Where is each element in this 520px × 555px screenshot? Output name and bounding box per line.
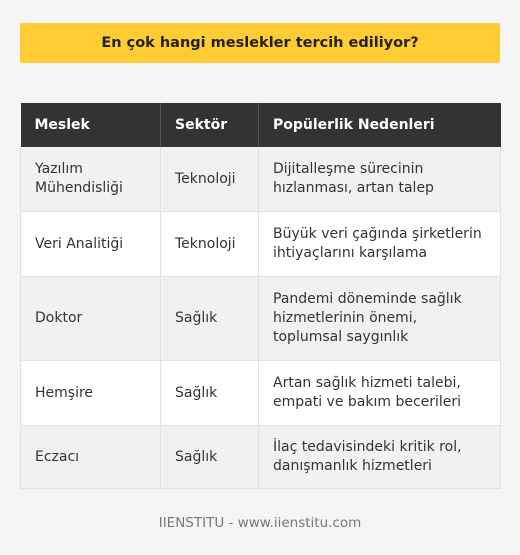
footer-credit: IIENSTITU - www.iienstitu.com [158, 515, 362, 531]
cell-sektor: Sağlık [161, 361, 259, 426]
page-title: En çok hangi meslekler tercih ediliyor? [20, 23, 500, 63]
cell-sektor: Teknoloji [161, 147, 259, 212]
table-row [21, 426, 501, 489]
professions-table [20, 103, 501, 489]
cell-sektor: Teknoloji [161, 212, 259, 277]
table-header-row [21, 103, 501, 147]
cell-nedenler: Artan sağlık hizmeti talebi, empati ve bakım becerileri [259, 361, 501, 426]
cell-nedenler: Pandemi döneminde sağlık hizmetlerinin önemi, toplumsal saygınlık [259, 277, 501, 361]
table-row [21, 277, 501, 361]
cell-meslek: Eczacı [21, 426, 161, 489]
cell-nedenler: İlaç tedavisindeki kritik rol, danışmanlık hizmetleri [259, 426, 501, 489]
table-row [21, 147, 501, 212]
cell-sektor: Sağlık [161, 277, 259, 361]
cell-nedenler: Büyük veri çağında şirketlerin ihtiyaçlarını karşılama [259, 212, 501, 277]
cell-nedenler: Dijitalleşme sürecinin hızlanması, artan talep [259, 147, 501, 212]
table-row [21, 212, 501, 277]
column-header-sektor: Sektör [161, 103, 259, 147]
column-header-nedenler: Popülerlik Nedenleri [259, 103, 501, 147]
cell-sektor: Sağlık [161, 426, 259, 489]
cell-meslek: Doktor [21, 277, 161, 361]
professions-table-container [20, 103, 500, 489]
cell-meslek: Hemşire [21, 361, 161, 426]
cell-meslek: Veri Analitiği [21, 212, 161, 277]
cell-meslek: Yazılım Mühendisliği [21, 147, 161, 212]
column-header-meslek: Meslek [21, 103, 161, 147]
table-row [21, 361, 501, 426]
